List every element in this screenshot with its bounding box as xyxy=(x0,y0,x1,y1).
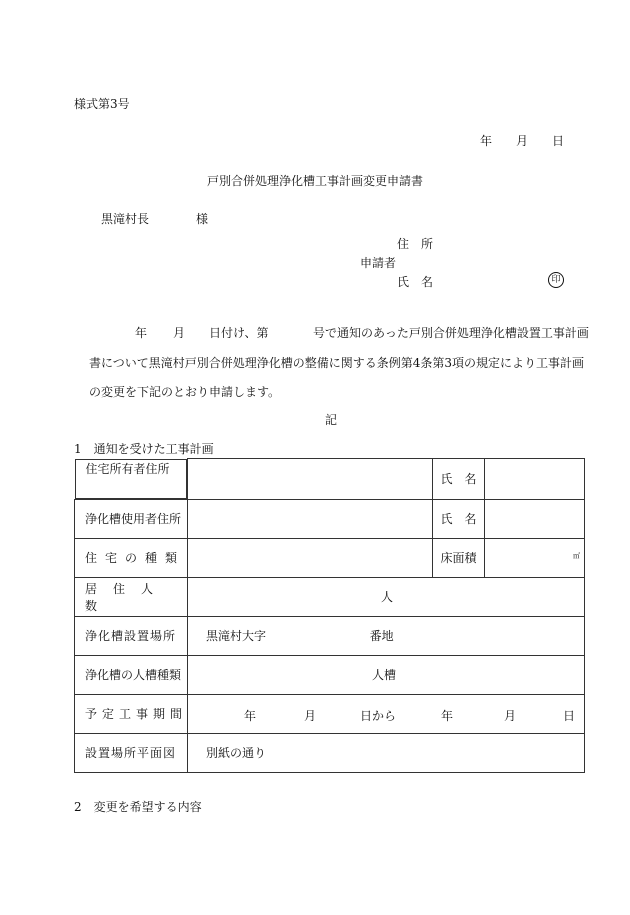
residents-cell[interactable] xyxy=(188,577,585,616)
to-month: 月 xyxy=(504,708,517,723)
owner-address-label xyxy=(75,459,188,499)
body-line3: の変更を下記のとおり申請します。 xyxy=(89,385,281,399)
lot-text: 番地 xyxy=(369,629,394,643)
seal-mark: 印 xyxy=(548,272,564,288)
plan-label: 設置場所平面図 xyxy=(75,733,188,772)
house-type-label: 住宅の種類 xyxy=(75,538,188,577)
ki-heading: 記 xyxy=(325,413,338,427)
table-row xyxy=(75,538,585,577)
addressee-name: 黒滝村長 xyxy=(101,212,150,226)
owner-name-label: 氏 名 xyxy=(433,459,485,500)
applicant-role: 申請者 xyxy=(360,256,397,270)
body-month: 月 xyxy=(173,326,186,340)
owner-name-cell[interactable] xyxy=(485,459,585,500)
date-day: 日 xyxy=(552,134,565,148)
area-unit: ㎡ xyxy=(573,551,580,560)
user-name-label: 氏 名 xyxy=(433,499,485,538)
floor-area-cell[interactable] xyxy=(485,538,585,577)
body-year: 年 xyxy=(135,326,148,340)
section1-heading: 1 通知を受けた工事計画 xyxy=(74,442,214,456)
village-text: 黒滝村大字 xyxy=(206,629,267,643)
section2-heading: 2 変更を希望する内容 xyxy=(74,800,202,814)
user-name-cell[interactable] xyxy=(485,499,585,538)
location-cell[interactable] xyxy=(188,616,585,655)
user-address-cell[interactable] xyxy=(188,499,433,538)
date-month: 月 xyxy=(516,134,529,148)
schedule-label: 予定工事期間 xyxy=(75,694,188,733)
plan-table xyxy=(74,458,585,773)
body-line2: 書について黒滝村戸別合併処理浄化槽の整備に関する条例第4条第3項の規定により工事計画 xyxy=(89,356,585,370)
user-address-label: 浄化槽使用者住所 xyxy=(75,499,188,538)
table-row xyxy=(75,499,585,538)
floor-area-label: 床面積 xyxy=(433,538,485,577)
document-title: 戸別合併処理浄化槽工事計画変更申請書 xyxy=(206,174,423,188)
owner-address-cell[interactable] xyxy=(188,459,433,500)
house-type-cell[interactable] xyxy=(188,538,433,577)
plan-cell[interactable] xyxy=(188,733,585,772)
applicant-name-label: 氏 名 xyxy=(397,275,434,289)
schedule-cell[interactable] xyxy=(188,694,585,733)
to-year: 年 xyxy=(441,708,454,723)
table-row xyxy=(75,655,585,694)
to-day: 日 xyxy=(563,708,576,723)
from-year: 年 xyxy=(244,708,257,723)
from-month: 月 xyxy=(304,708,317,723)
form-number: 様式第3号 xyxy=(74,97,130,111)
table-row xyxy=(75,733,585,772)
applicant-address-label: 住 所 xyxy=(397,237,434,251)
location-label: 浄化槽設置場所 xyxy=(75,616,188,655)
table-row xyxy=(75,459,585,500)
plan-value: 別紙の通り xyxy=(206,746,267,760)
addressee-honorific: 様 xyxy=(196,212,209,226)
table-row xyxy=(75,577,585,616)
date-year: 年 xyxy=(480,134,493,148)
table-row xyxy=(75,616,585,655)
body-date-suffix: 日付け、第 xyxy=(209,326,269,340)
table-row xyxy=(75,694,585,733)
owner-address-text: 住宅所有者住所 xyxy=(85,461,170,476)
capacity-unit: 人槽 xyxy=(372,668,397,682)
body-line1-text: 号で通知のあった戸別合併処理浄化槽設置工事計画 xyxy=(313,326,589,340)
capacity-cell[interactable] xyxy=(188,655,585,694)
capacity-label: 浄化槽の人槽種類 xyxy=(75,655,188,694)
people-unit: 人 xyxy=(381,590,394,604)
from-day: 日から xyxy=(360,708,397,723)
residents-label: 居住人数 xyxy=(75,577,188,616)
